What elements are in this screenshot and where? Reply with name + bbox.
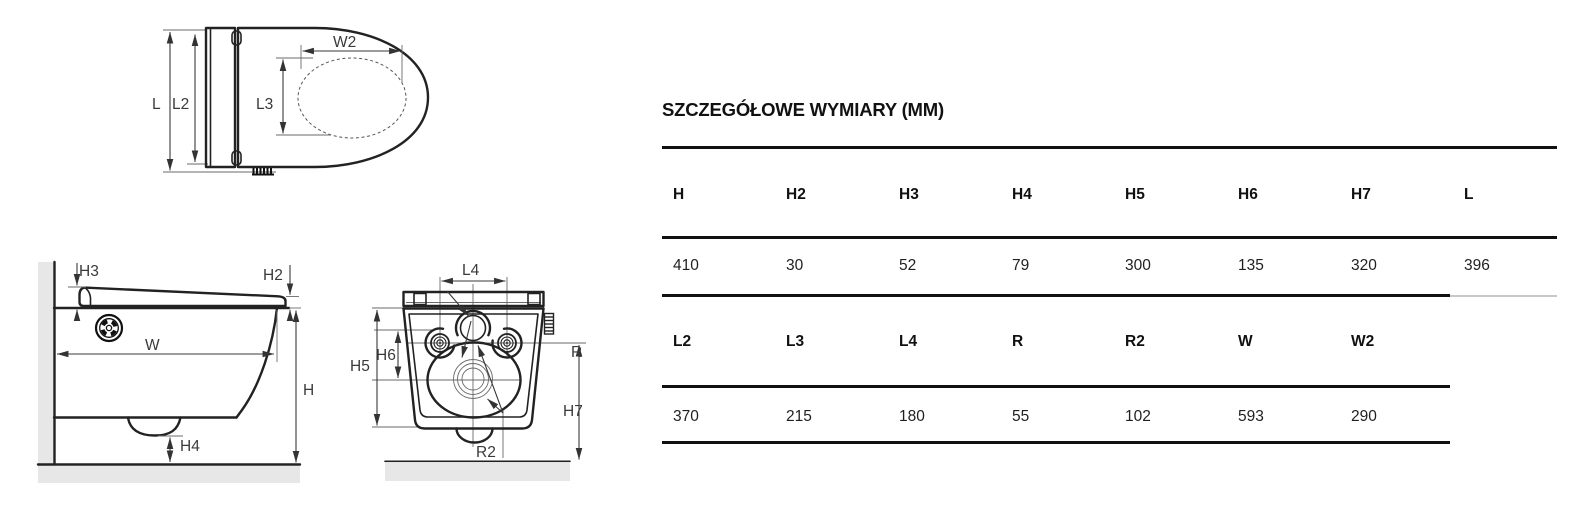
wall-hatch [38,262,54,466]
dim-label-H7: H7 [563,403,583,420]
table-rule [662,385,1450,388]
dim-header-cell: H3 [899,186,919,203]
dim-label-H5: H5 [350,358,370,375]
dim-header-cell: R2 [1125,333,1145,350]
dim-label-L2: L2 [172,96,190,113]
dim-value-cell: 300 [1125,257,1151,274]
dim-value-cell: 593 [1238,408,1264,425]
table-rule-light [1450,295,1557,297]
front-view-drawing [350,262,586,481]
dim-header-cell: H2 [786,186,806,203]
table-header-row-1 [662,186,1568,204]
page-title: SZCZEGÓŁOWE WYMIARY (MM) [662,99,944,120]
dim-label-H: H [303,382,315,399]
dim-label-H4: H4 [180,438,200,455]
dim-header-cell: R [1012,333,1024,350]
table-value-row-2 [662,408,1568,426]
water-connector-hatch [252,168,274,175]
dim-value-cell: 102 [1125,408,1151,425]
dim-header-cell: W2 [1351,333,1375,350]
seat-opening-dashed [298,58,406,138]
dim-value-cell: 215 [786,408,812,425]
dim-label-L: L [152,96,161,113]
side-view-drawing [38,262,314,483]
dim-value-cell: 290 [1351,408,1377,425]
dim-label-R2: R2 [476,444,496,461]
table-header-row-2 [662,333,1568,351]
dim-value-cell: 30 [786,257,804,274]
dim-label-L3: L3 [256,96,274,113]
dim-value-cell: 79 [1012,257,1030,274]
table-rule [662,236,1557,239]
dim-label-L4: L4 [462,262,480,279]
floor-hatch [385,463,570,481]
dim-label-H2: H2 [263,267,283,284]
bolt-hole-left [431,334,449,352]
dim-header-cell: W [1238,333,1253,350]
dim-header-cell: H6 [1238,186,1258,203]
dim-header-cell: H7 [1351,186,1371,203]
dim-value-cell: 55 [1012,408,1030,425]
toilet-dimension-drawing [0,0,640,520]
dim-label-H3: H3 [79,263,99,280]
top-view-drawing [152,28,428,175]
dim-label-R: R [571,344,583,361]
table-rule-bottom [662,441,1450,444]
bolt-hole-right [498,334,516,352]
table-rule [662,294,1450,297]
dim-label-W: W [145,337,160,354]
dim-value-cell: 396 [1464,257,1490,274]
floor-hatch [38,466,300,483]
dim-label-W2: W2 [333,34,357,51]
dim-header-cell: L [1464,186,1474,203]
side-fitting-hatch [545,314,554,335]
dim-header-cell: H [673,186,685,203]
dim-header-cell: L2 [673,333,692,350]
dim-value-cell: 320 [1351,257,1377,274]
dim-header-cell: L3 [786,333,805,350]
dim-value-cell: 410 [673,257,699,274]
dim-value-cell: 180 [899,408,925,425]
dim-value-cell: 52 [899,257,917,274]
dim-value-cell: 370 [673,408,699,425]
table-value-row-1 [662,257,1568,275]
spray-rosette-icon [96,315,122,341]
dim-label-H6: H6 [376,347,396,364]
dim-header-cell: L4 [899,333,918,350]
table-rule-top [662,146,1557,149]
dim-header-cell: H5 [1125,186,1145,203]
dim-value-cell: 135 [1238,257,1264,274]
dim-header-cell: H4 [1012,186,1032,203]
